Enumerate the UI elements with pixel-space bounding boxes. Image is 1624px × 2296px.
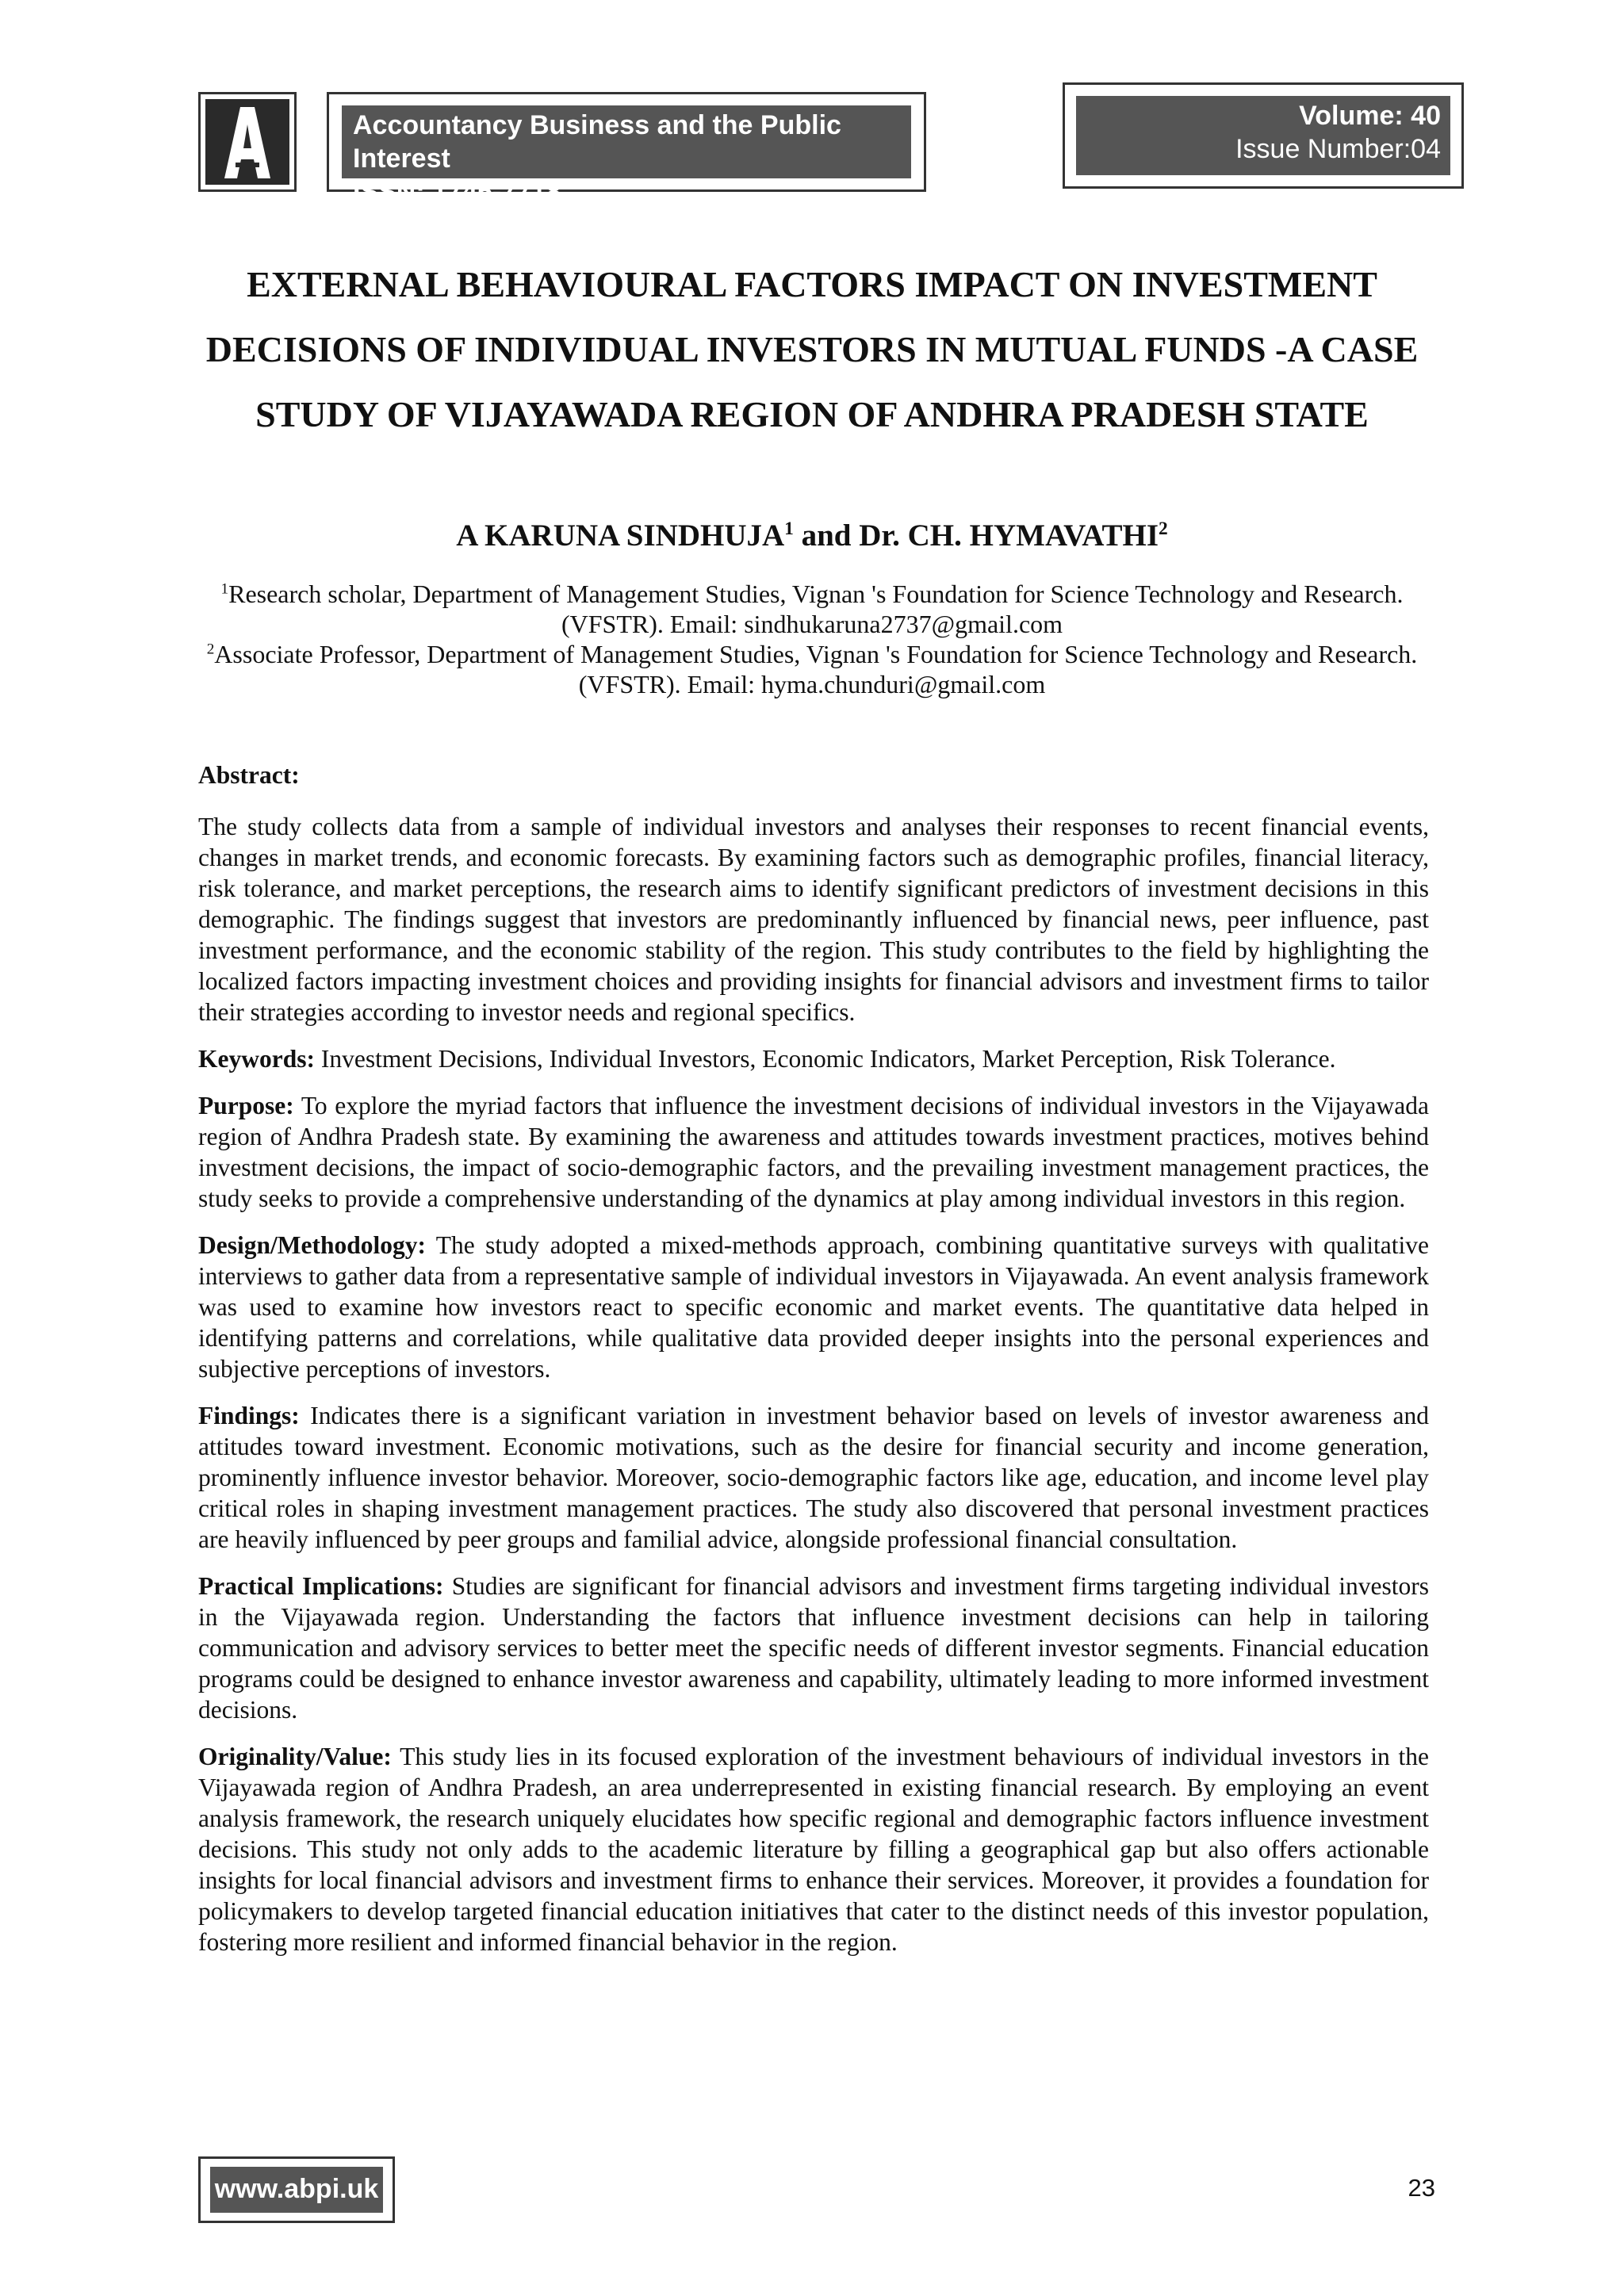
- design-paragraph: [198, 1230, 1429, 1384]
- keywords-label: Keywords:: [198, 1045, 315, 1073]
- author-joiner: and: [793, 519, 860, 553]
- design-label: Design/Methodology:: [198, 1231, 426, 1259]
- paper-body: [198, 760, 1429, 1973]
- paper-authors: [174, 517, 1450, 555]
- keywords-text: Investment Decisions, Individual Investors, Economic Indicators, Market Perception, Risk Tolerance.: [314, 1045, 1336, 1073]
- originality-paragraph: [198, 1741, 1429, 1957]
- volume-label: Volume: 40: [1299, 101, 1441, 131]
- affiliation-1-text: Research scholar, Department of Management Studies, Vignan 's Foundation for Science Technology and Research. (VFSTR). Email: sindhukaruna2737@gmail.com: [228, 580, 1404, 638]
- affiliation-2-sup: 2: [206, 641, 215, 658]
- author-1-sup: 1: [784, 519, 794, 539]
- affiliation-1-sup: 1: [220, 580, 229, 598]
- paper-title: EXTERNAL BEHAVIOURAL FACTORS IMPACT ON INVESTMENT DECISIONS OF INDIVIDUAL INVESTORS IN MUTUAL FUNDS -A CASE STUDY OF VIJAYAWADA REGION OF ANDHRA PRADESH STATE: [205, 264, 1419, 434]
- logo-letter-icon: [216, 102, 278, 182]
- author-2-sup: 2: [1159, 519, 1168, 539]
- affiliation-2: [174, 639, 1450, 699]
- abstract-heading: Abstract:: [198, 761, 300, 789]
- author-2-name: Dr. CH. HYMAVATHI: [859, 519, 1159, 553]
- purpose-paragraph: [198, 1090, 1429, 1214]
- journal-info: [342, 105, 911, 207]
- volume-info: [1076, 96, 1450, 175]
- journal-issn: ISSN: 1745-7718: [353, 177, 561, 207]
- findings-label: Findings:: [198, 1402, 300, 1429]
- website-link[interactable]: www.abpi.uk: [210, 2167, 383, 2213]
- implications-text: Studies are significant for financial advisors and investment firms targeting individual investors in the Vijayawada region. Understanding the factors that influence investment decisions can help in tailoring communication and advisory services to better meet the specific needs of different investor segments. Financial education programs could be designed to enhance investor awareness and capability, ultimately leading to more informed investment decisions.: [198, 1572, 1429, 1724]
- purpose-label: Purpose:: [198, 1092, 294, 1119]
- affiliation-2-text: Associate Professor, Department of Management Studies, Vignan 's Foundation for Science Technology and Research. (VFSTR). Email: hyma.chunduri@gmail.com: [214, 640, 1418, 698]
- issue-label: Issue Number:04: [1235, 134, 1441, 164]
- affiliation-1: [174, 579, 1450, 639]
- design-text: The study adopted a mixed-methods approach, combining quantitative surveys with qualitative interviews to gather data from a representative sample of individual investors in Vijayawada. An event analysis framework was used to examine how investors react to specific economic and market events. The quantitative data helped in identifying patterns and correlations, while qualitative data provided deeper insights into the personal experiences and subjective perceptions of investors.: [198, 1231, 1429, 1383]
- findings-text: Indicates there is a significant variation in investment behavior based on levels of investor awareness and attitudes toward investment. Economic motivations, such as the desire for financial security and income generation, prominently influence investor behavior. Moreover, socio-demographic factors like age, education, and income level play critical roles in shaping investment management practices. The study also discovered that personal investment practices are heavily influenced by peer groups and familial advice, alongside professional financial consultation.: [198, 1402, 1429, 1553]
- originality-label: Originality/Value:: [198, 1743, 392, 1770]
- page-number: 23: [1408, 2174, 1435, 2202]
- logo-mark: [205, 99, 289, 185]
- originality-text: This study lies in its focused exploration of the investment behaviours of individual investors in the Vijayawada region of Andhra Pradesh, an area underrepresented in existing financial research. By employing an event analysis framework, the research uniquely elucidates how specific regional and demographic factors influence investment decisions. This study not only adds to the academic literature by filling a geographical gap but also offers actionable insights for local financial advisors and investment firms to enhance their services. Moreover, it provides a foundation for policymakers to develop targeted financial education initiatives that cater to the distinct needs of this investor population, fostering more resilient and informed financial behavior in the region.: [198, 1743, 1429, 1956]
- findings-paragraph: [198, 1400, 1429, 1555]
- journal-name: Accountancy Business and the Public Interest: [353, 110, 841, 174]
- author-1-name: A KARUNA SINDHUJA: [456, 519, 785, 553]
- purpose-text: To explore the myriad factors that influence the investment decisions of individual investors in the Vijayawada region of Andhra Pradesh state. By examining the awareness and attitudes towards investment practices, motives behind investment decisions, the impact of socio-demographic factors, and the prevailing investment management practices, the study seeks to provide a comprehensive understanding of the dynamics at play among individual investors in this region.: [198, 1092, 1429, 1212]
- journal-logo: [198, 92, 297, 192]
- abstract-text: The study collects data from a sample of individual investors and analyses their responses to recent financial events, changes in market trends, and economic forecasts. By examining factors such as demographic profiles, financial literacy, risk tolerance, and market perceptions, the research aims to identify significant predictors of investment decisions in this demographic. The findings suggest that investors are predominantly influenced by financial news, peer influence, past investment performance, and the economic stability of the region. This study contributes to the field by highlighting the localized factors impacting investment choices and providing insights for financial advisors and investment firms to tailor their strategies according to investor needs and regional specifics.: [198, 813, 1429, 1026]
- implications-label: Practical Implications:: [198, 1572, 444, 1600]
- volume-info-box: [1063, 82, 1464, 189]
- journal-info-box: [327, 92, 926, 207]
- keywords-paragraph: [198, 1043, 1429, 1074]
- implications-paragraph: [198, 1571, 1429, 1725]
- website-badge: [198, 2156, 395, 2223]
